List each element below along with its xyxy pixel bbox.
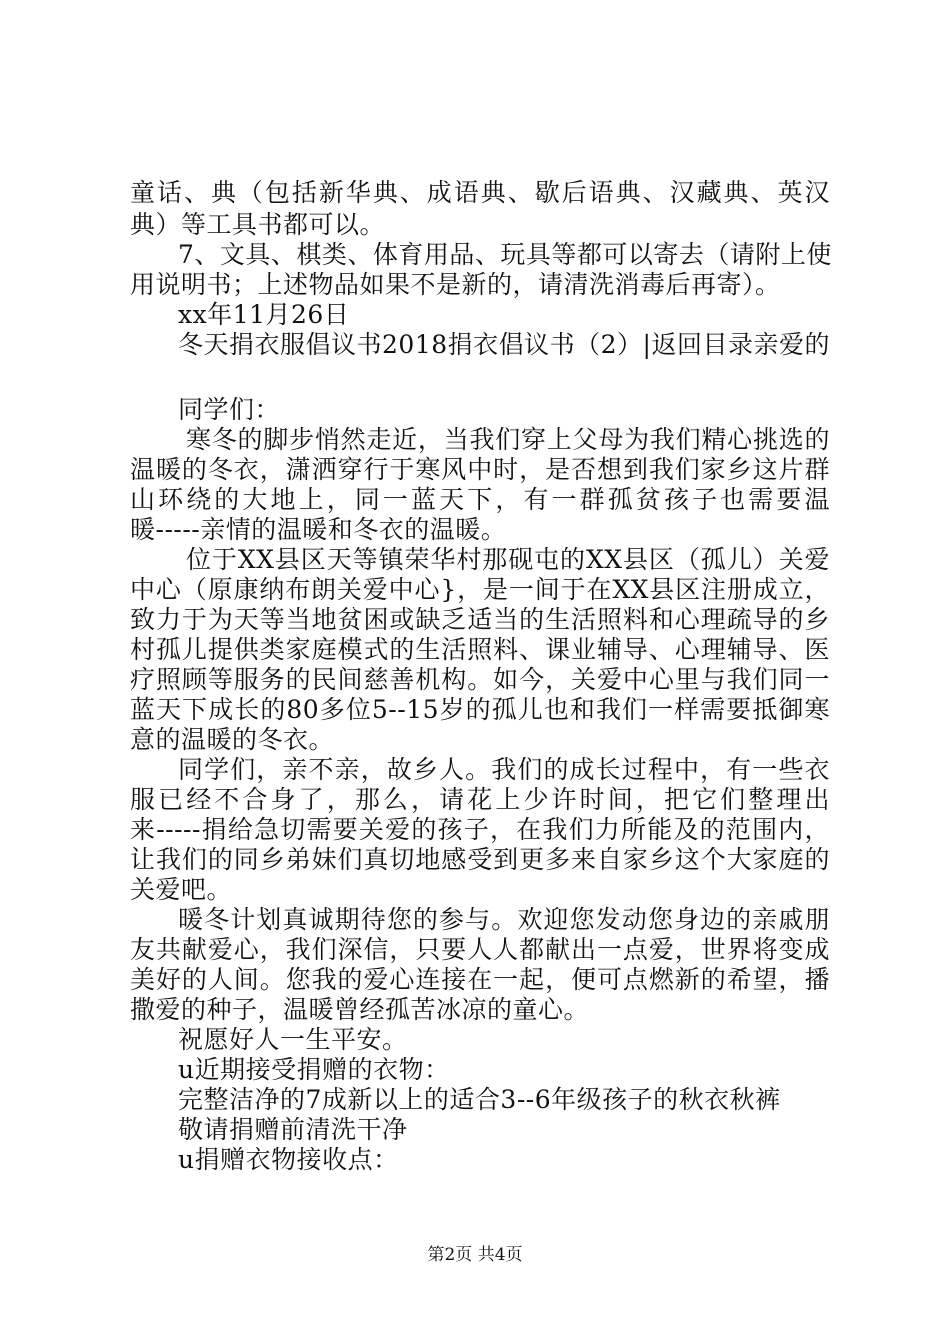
text-line: 童话、典（包括新华典、成语典、歇后语典、汉藏典、英汉 [130, 178, 830, 207]
text-line: 友共献爱心，我们深信，只要人人都献出一点爱，世界将变成 [130, 935, 830, 964]
text-line: 撒爱的种子，温暖曾经孤苦冰凉的童心。 [130, 995, 590, 1024]
text-line: 敬请捐赠前清洗干净 [178, 1115, 408, 1144]
text-line: 关爱吧。 [130, 875, 233, 904]
text-line: u捐赠衣物接收点： [178, 1145, 399, 1174]
text-line: 服已经不合身了，那么，请花上少许时间，把它们整理出 [130, 785, 830, 814]
text-line: 祝愿好人一生平安。 [178, 1025, 408, 1054]
text-line: 意的温暖的冬衣。 [130, 725, 335, 754]
text-line: 村孤儿提供类家庭模式的生活照料、课业辅导、心理辅导、医 [130, 635, 830, 664]
text-line: 寒冬的脚步悄然走近，当我们穿上父母为我们精心挑选的 [186, 425, 830, 454]
text-line: 中心（原康纳布朗关爱中心}，是一间于在XX县区注册成立， [130, 575, 830, 604]
date-line: xx年11月26日 [178, 300, 350, 329]
text-line: 7、文具、棋类、体育用品、玩具等都可以寄去（请附上使 [178, 240, 832, 269]
page-footer: 第2页 共4页 [427, 1245, 523, 1265]
text-line: 来-----捐给急切需要关爱的孩子，在我们力所能及的范围内， [130, 815, 830, 844]
text-line: 典）等工具书都可以。 [130, 210, 386, 239]
text-line: u近期接受捐赠的衣物： [178, 1055, 450, 1084]
text-line: 完整洁净的7成新以上的适合3--6年级孩子的秋衣秋裤 [178, 1085, 781, 1114]
text-line: 山环绕的大地上，同一蓝天下，有一群孤贫孩子也需要温 [130, 485, 830, 514]
text-line: 让我们的同乡弟妹们真切地感受到更多来自家乡这个大家庭的 [130, 845, 830, 874]
section-heading-line: 冬天捐衣服倡议书2018捐衣倡议书（2）|返回目录亲爱的 [178, 330, 830, 359]
text-line: 位于XX县区天等镇荣华村那砚屯的XX县区（孤儿）关爱 [186, 545, 830, 574]
text-line: 温暖的冬衣，潇洒穿行于寒风中时，是否想到我们家乡这片群 [130, 455, 830, 484]
text-line: 疗照顾等服务的民间慈善机构。如今，关爱中心里与我们同一 [130, 665, 830, 694]
text-line: 暖-----亲情的温暖和冬衣的温暖。 [130, 515, 507, 544]
text-line: 美好的人间。您我的爱心连接在一起，便可点燃新的希望，播 [130, 965, 830, 994]
text-line: 用说明书；上述物品如果不是新的，请清洗消毒后再寄）。 [130, 270, 781, 299]
text-line: 同学们，亲不亲，故乡人。我们的成长过程中，有一些衣 [178, 755, 830, 784]
salutation: 同学们： [178, 395, 281, 424]
text-line: 致力于为天等当地贫困或缺乏适当的生活照料和心理疏导的乡 [130, 605, 830, 634]
text-line: 暖冬计划真诚期待您的参与。欢迎您发动您身边的亲戚朋 [178, 905, 830, 934]
text-line: 蓝天下成长的80多位5--15岁的孤儿也和我们一样需要抵御寒 [130, 695, 830, 724]
